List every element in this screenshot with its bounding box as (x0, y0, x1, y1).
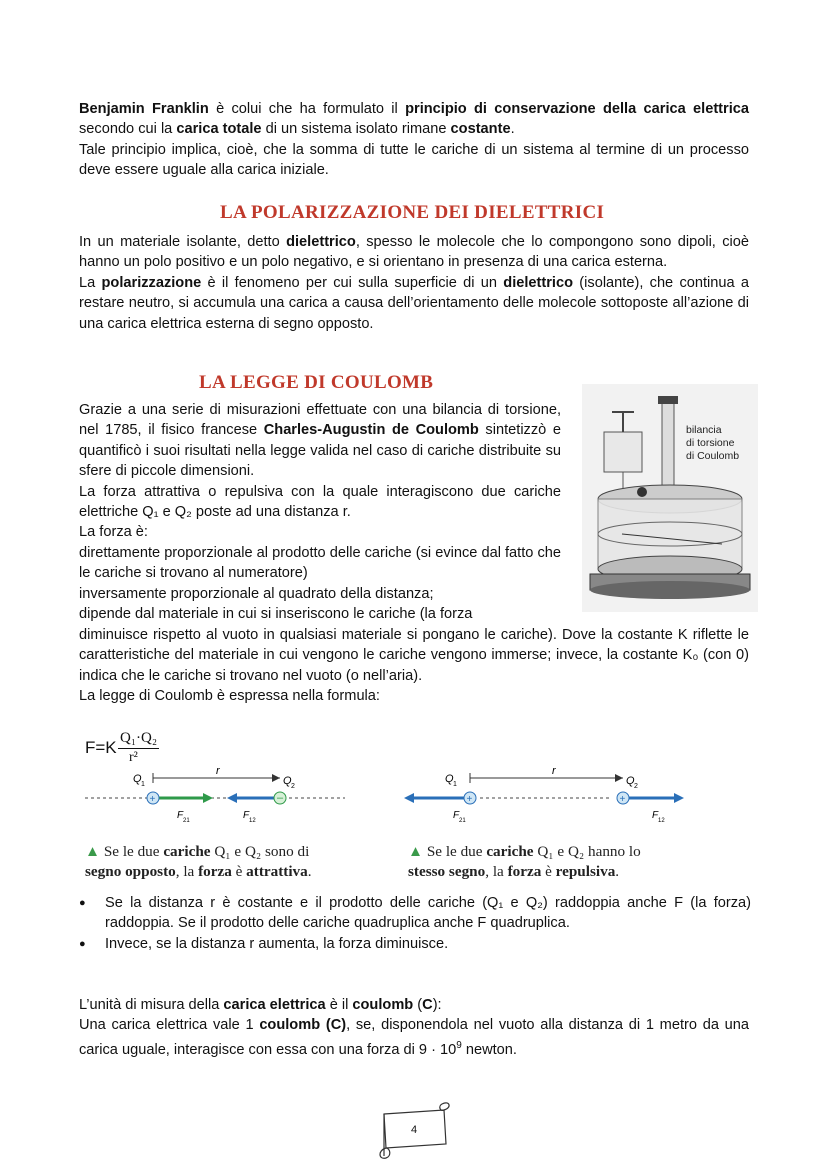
attractive-caption: ▲ Se le due cariche Q₁ e Q₂ sono di segno opposto, la forza è attrattiva. (85, 843, 312, 880)
franklin-name: Benjamin Franklin (79, 101, 209, 117)
svg-text:Q: Q (626, 775, 635, 787)
page-number: 4 (411, 1124, 418, 1136)
svg-text:+: + (149, 794, 156, 805)
svg-text:–: – (277, 792, 284, 804)
intro-paragraph: Benjamin Franklin è colui che ha formulato il principio di conservazione della carica elettrica secondo cui la carica totale di un sistema isolato rimane costante. Tale principio implica, cioè, che la somma di tutte le cariche di un sistema al termine di un processo deve essere uguale alla carica iniziale. (79, 99, 749, 181)
triangle-icon: ▲ (85, 843, 101, 860)
coulomb-text-full: diminuisce rispetto al vuoto in qualsiasi materiale si pongano le cariche). Dove la costante K riflette le caratteristiche del materiale in cui vengono le cariche vengono immerse; invece, la costante K₀ (con 0) indica che le cariche si trovano nel vuoto (o nell’aria). La legge di Coulomb è espressa nella formula: (79, 627, 749, 705)
svg-text:F: F (652, 810, 659, 821)
svg-text:+: + (466, 794, 473, 805)
torsion-balance-image (582, 384, 758, 612)
svg-text:+: + (619, 794, 626, 805)
balance-label-2: di torsione (686, 437, 735, 449)
page-number-scroll (374, 1100, 454, 1162)
svg-text:21: 21 (459, 818, 466, 824)
balance-label-3: di Coulomb (686, 450, 740, 462)
q1-label: Q (133, 773, 142, 785)
unit-paragraph: L’unità di misura della carica elettrica è il coulomb (C): Una carica elettrica vale 1 coulomb (C), se, disponendola nel vuoto alla distanza di 1 metro da una carica uguale, interagisce con essa con una forza di $9 \cdot 10^9$ newton. (79, 997, 750, 1058)
list-item: ● Invece, se la distanza r aumenta, la forza diminuisce. (79, 934, 751, 954)
coulomb-title: LA LEGGE DI COULOMB (199, 372, 434, 393)
svg-text:1: 1 (141, 781, 145, 788)
svg-text:2: 2 (291, 783, 295, 790)
polarization-text: In un materiale isolante, detto dielettrico, spesso le molecole che lo compongono sono dipoli, cioè hanno un polo positivo e un polo negativo, e si orientano in presenza di una carica esterna. La polarizzazione è il fenomeno per cui sulla superficie di un dielettrico (isolante), che continua a restare neutro, si accumula una carica a causa dell’orientamento delle molecole sottoposte all’azione di una carica elettrica esterna di segno opposto. (79, 234, 750, 332)
torsion-balance-drawing (582, 384, 758, 612)
list-item: ● Se la distanza r è costante e il prodotto delle cariche (Q₁ e Q₂) raddoppia anche F (la forza) raddoppia. Se il prodotto delle cariche quadruplica anche F quadruplica. (79, 893, 751, 934)
attractive-diagram (85, 764, 355, 828)
svg-text:F: F (453, 810, 460, 821)
triangle-icon: ▲ (408, 843, 424, 860)
intro-line2: Tale principio implica, cioè, che la somma di tutte le cariche di un sistema al termine di un processo deve essere uguale alla carica iniziale. (79, 141, 749, 179)
svg-text:12: 12 (249, 818, 256, 824)
svg-text:1: 1 (453, 781, 457, 788)
bullet-list (79, 893, 751, 954)
q2-label: Q (283, 775, 292, 787)
svg-text:12: 12 (658, 818, 665, 824)
svg-text:2: 2 (634, 783, 638, 790)
svg-text:21: 21 (183, 818, 190, 824)
repulsive-caption: ▲ Se le due cariche Q₁ e Q₂ hanno lo stesso segno, la forza è repulsiva. (408, 843, 641, 880)
svg-text:F: F (177, 810, 184, 821)
svg-text:r: r (552, 765, 556, 777)
repulsive-diagram (400, 764, 690, 828)
r-label: r (216, 765, 220, 777)
svg-text:Q: Q (445, 773, 454, 785)
balance-label-1: bilancia (686, 424, 722, 436)
coulomb-text-left: Grazie a una serie di misurazioni effettuate con una bilancia di torsione, nel 1785, il fisico francese Charles-Augustin de Coulomb sintetizzò e quantificò i suoi risultati nella legge valida nel caso di cariche distribuite su sfere di piccole dimensioni. La forza attrattiva o repulsiva con la quale interagiscono due cariche elettriche Q₁ e Q₂ poste ad una distanza r. La forza è: direttamente proporzionale al prodotto delle cariche (si evince dal fatto che le cariche si trovano al numeratore) inversamente proporzionale al quadrato della distanza; dipende dal materiale in cui si inseriscono le cariche (la forza (79, 402, 561, 623)
svg-text:F: F (243, 810, 250, 821)
polarization-title: LA POLARIZZAZIONE DEI DIELETTRICI (220, 202, 605, 223)
